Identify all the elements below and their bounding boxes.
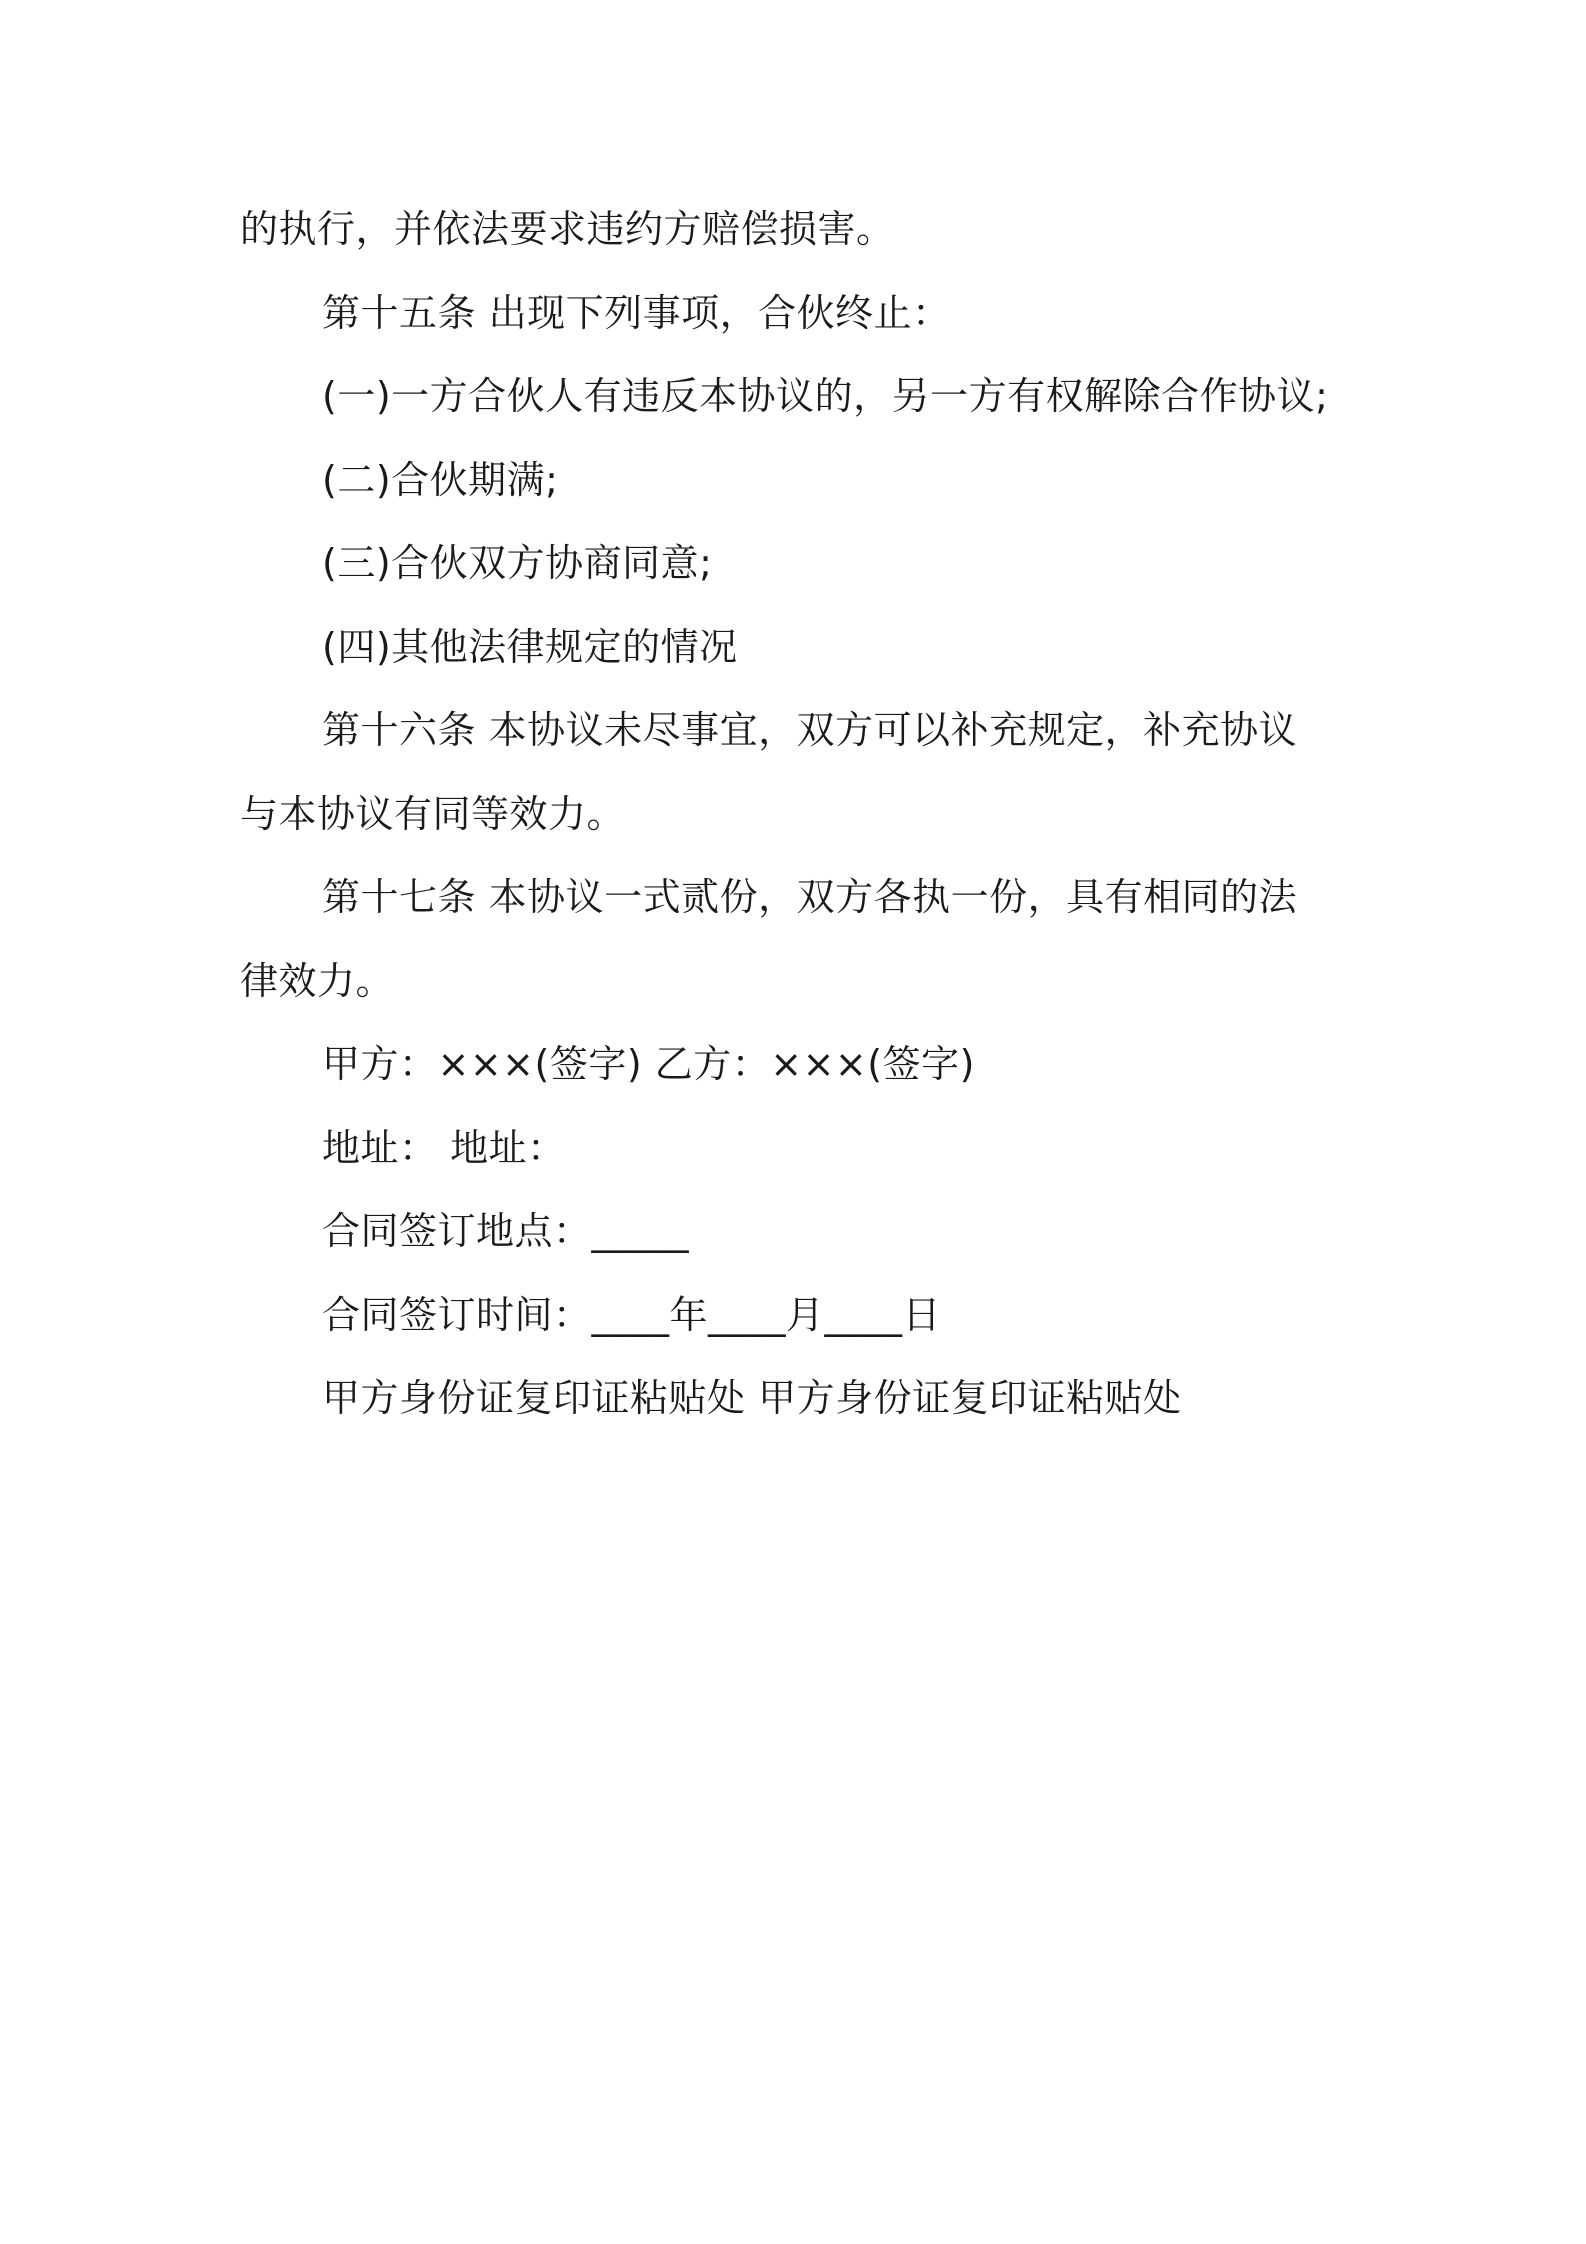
termination-item-1: (一)一方合伙人有违反本协议的，另一方有权解除合作协议; xyxy=(322,374,1329,418)
article-15-heading: 第十五条 出现下列事项，合伙终止： xyxy=(322,290,951,335)
text-line: 的执行，并依法要求违约方赔偿损害。 xyxy=(240,207,895,251)
article-17-line-2: 律效力。 xyxy=(240,958,395,1003)
termination-item-2: (二)合伙期满; xyxy=(322,457,559,502)
article-16-line-1: 第十六条 本协议未尽事宜，双方可以补充规定，补充协议 xyxy=(322,708,1298,752)
termination-item-3: (三)合伙双方协商同意; xyxy=(322,541,713,585)
signing-place-line: 合同签订地点：_____ xyxy=(322,1209,690,1253)
article-16-line-2: 与本协议有同等效力。 xyxy=(240,791,626,836)
contract-text xyxy=(240,188,1360,1441)
signature-line: 甲方：×××(签字) 乙方：×××(签字) xyxy=(322,1042,975,1086)
address-line: 地址： 地址： xyxy=(322,1125,566,1170)
id-copy-attachment-line: 甲方身份证复印证粘贴处 甲方身份证复印证粘贴处 xyxy=(322,1376,1182,1420)
signing-time-line: 合同签订时间：____年____月____日 xyxy=(322,1292,942,1337)
article-17-line-1: 第十七条 本协议一式贰份，双方各执一份，具有相同的法 xyxy=(322,875,1298,919)
termination-item-4: (四)其他法律规定的情况 xyxy=(322,624,738,669)
